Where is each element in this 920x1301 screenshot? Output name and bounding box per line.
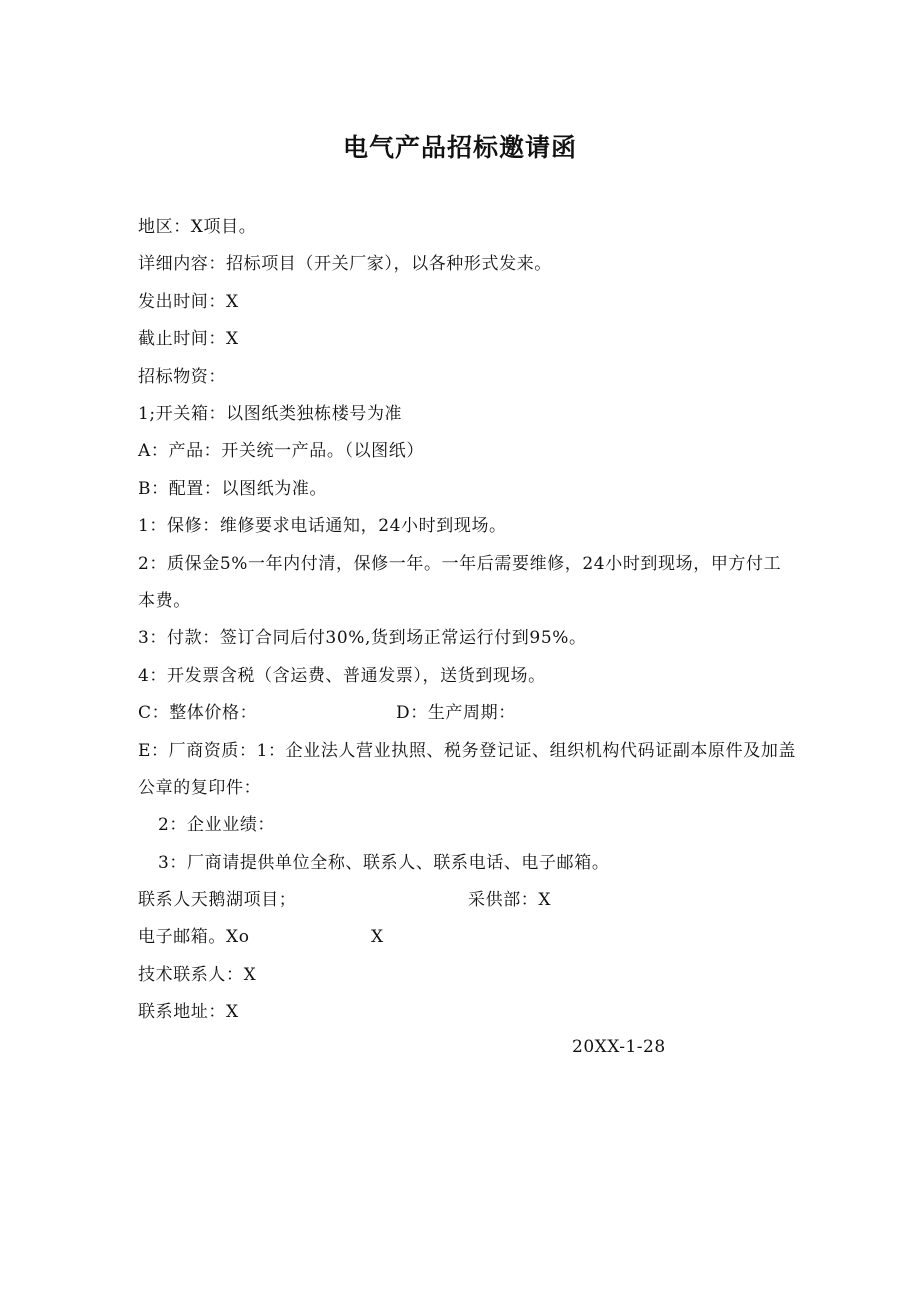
document-title: 电气产品招标邀请函 bbox=[342, 133, 577, 162]
email-label: 电子邮箱。Xo bbox=[138, 927, 250, 948]
purchasing-dept: 采供部：X bbox=[468, 890, 552, 911]
line-b-config: B：配置：以图纸为准。 bbox=[138, 478, 328, 499]
line-warranty1: 1：保修：维修要求电话通知，24小时到现场。 bbox=[138, 516, 507, 537]
price-label: C：整体价格： bbox=[138, 703, 258, 724]
period-label: D：生产周期： bbox=[396, 703, 516, 724]
line-materials: 招标物资： bbox=[138, 366, 226, 387]
line-tech-contact: 技术联系人：X bbox=[138, 964, 257, 985]
line-details: 详细内容：招标项目（开关厂家），以各种形式发来。 bbox=[138, 254, 552, 275]
line-a-product: A：产品：开关统一产品。（以图纸） bbox=[138, 441, 424, 462]
line-contact bbox=[138, 882, 798, 919]
line-item1: 1;开关箱：以图纸类独栋楼号为准 bbox=[138, 403, 403, 424]
line-issue-time: 发出时间：X bbox=[138, 291, 239, 312]
line-provide-info: 3：厂商请提供单位全称、联系人、联系电话、电子邮箱。 bbox=[158, 852, 610, 873]
line-performance: 2：企业业绩： bbox=[158, 815, 276, 836]
line-deadline: 截止时间：X bbox=[138, 329, 239, 350]
contact-project: 联系人天鹅湖项目； bbox=[138, 890, 297, 911]
line-invoice4: 4：开发票含税（含运费、普通发票），送货到现场。 bbox=[138, 665, 546, 686]
line-region: 地区：X项目。 bbox=[138, 217, 257, 237]
line-payment3: 3：付款：签订合同后付30%,货到场正常运行付到95%。 bbox=[138, 628, 587, 649]
line-price-period bbox=[138, 695, 798, 732]
line-email bbox=[138, 919, 798, 956]
line-address: 联系地址：X bbox=[138, 1002, 239, 1023]
line-warranty2: 2：质保金5%一年内付清，保修一年。一年后需要维修，24小时到现场，甲方付工本费。 bbox=[138, 553, 782, 611]
line-qualification: E：厂商资质：1：企业法人营业执照、税务登记证、组织机构代码证副本原件及加盖公章的复印件： bbox=[138, 740, 797, 798]
document-body bbox=[138, 209, 798, 1032]
document-date: 20XX-1-28 bbox=[572, 1037, 666, 1057]
email-x: X bbox=[371, 927, 384, 948]
